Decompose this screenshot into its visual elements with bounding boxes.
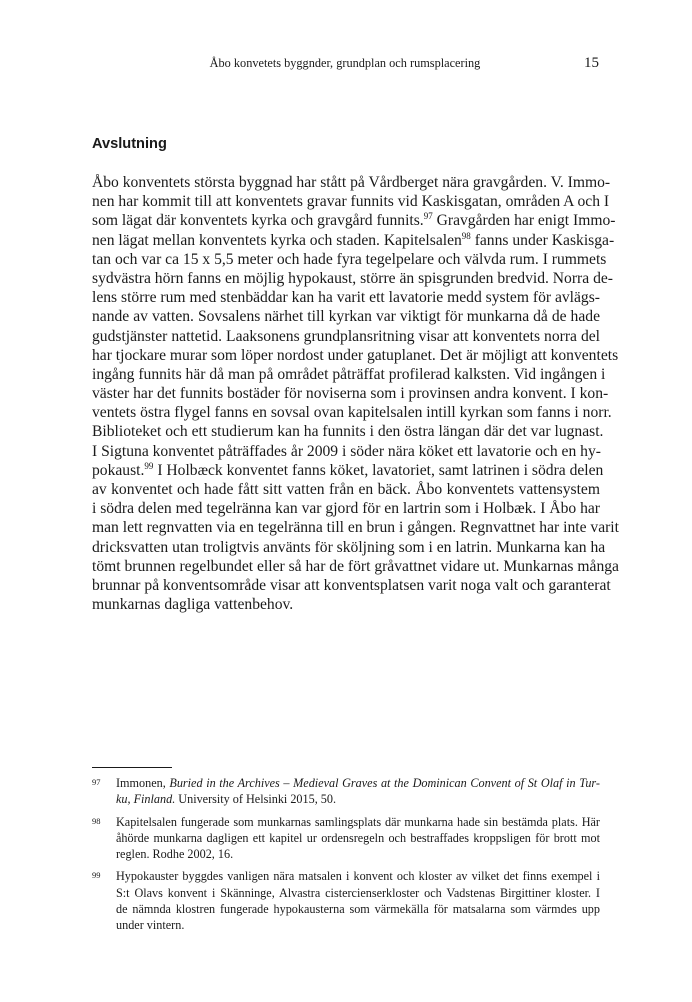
- text-run: Gravgården har enigt Immo-: [432, 212, 616, 230]
- text-line: [92, 230, 615, 250]
- italic-title: ku, Finland.: [116, 792, 176, 807]
- text-line: [92, 403, 612, 422]
- running-title: Åbo konvetets byggnder, grundplan och rumsplacering: [209, 56, 481, 70]
- text-run: man lett regnvatten via en tegelränna till en brun i gången. Regnvattnet har inte varit: [92, 519, 619, 537]
- footnote-number: 98: [92, 815, 101, 826]
- text-run: Hypokauster byggdes vanligen nära matsalen i konvent och kloster av vilket det finns exempel i: [116, 869, 600, 884]
- footnote-99: [92, 868, 600, 933]
- text-run: nande av vatten. Sovsalens närhet till kyrkan var viktigt för munkarna då de hade: [92, 308, 600, 326]
- text-line: [92, 557, 619, 576]
- footnote-text: [116, 775, 600, 808]
- footnote-line: [116, 846, 600, 862]
- text-run: av konventet och hade fått sitt vatten från en bäck. Åbo konventets vattensystem: [92, 481, 600, 498]
- section-heading: Avslutning: [92, 136, 167, 152]
- footnote-line: [116, 814, 600, 830]
- text-line: [92, 384, 609, 403]
- footnote-reference: 99: [144, 460, 154, 471]
- text-run: sydvästra hörn fanns en möjlig hypokaust, större än spisgrunden bredvid. Norra de-: [92, 269, 613, 287]
- footnote-line: [116, 885, 600, 901]
- text-run: dricksvatten utan troligtvis använts för sköljning som i en latrin. Munkarna kan ha: [92, 538, 606, 556]
- text-run: de nämnda klostren fungerade hypokausterna som värmekälla för matsalarna som värmdes upp: [116, 902, 600, 917]
- footnote-line: [116, 791, 600, 807]
- italic-title: Buried in the Archives – Medieval Graves at the Dominican Convent of St Olaf in Tur-: [169, 776, 600, 790]
- text-line: [92, 538, 606, 557]
- footnote-line: [116, 917, 600, 933]
- footnote-line: [116, 775, 600, 791]
- footnotes: [92, 775, 600, 940]
- text-run: tömt brunnen regelbundet eller så har de fört gråvattnet vidare ut. Munkarnas många: [92, 557, 619, 575]
- text-run: väster har det funnits bostäder för noviserna som i provinsen andra konvent. I kon-: [92, 385, 609, 403]
- text-run: lens större rum med stenbäddar kan ha varit ett lavatorie medd system för avlägs-: [92, 289, 600, 307]
- text-run: munkarnas dagliga vattenbehov.: [92, 596, 294, 614]
- text-run: nen lägat mellan konventets kyrka och staden. Kapitelsalen: [92, 231, 462, 249]
- text-line: [92, 442, 600, 461]
- text-run: har tjockare murar som löper nordost under gatuplanet. Det är möjligt att konventets: [92, 346, 619, 364]
- text-run: I Sigtuna konventet påträffades år 2009 i söder nära köket ett lavatorie och en hy-: [92, 442, 601, 460]
- text-run: brunnar på konventsområde visar att konventsplatsen varit noga valt och garanterat: [92, 576, 611, 594]
- footnote-reference: 97: [423, 211, 433, 222]
- footnote-number: 99: [92, 870, 101, 881]
- footnote-line: [116, 901, 600, 917]
- text-run: i södra delen med tegelränna kan var gjord för en lartrin som i Holbæk. I Åbo har: [92, 500, 600, 518]
- text-line: [92, 518, 619, 537]
- text-line: [92, 307, 600, 326]
- footnote-line: [116, 830, 600, 846]
- text-line: [92, 269, 613, 288]
- text-run: som lägat där konventets kyrka och gravgård funnits.: [92, 212, 424, 230]
- text-run: pokaust.: [92, 461, 145, 479]
- text-run: gudstjänster nattetid. Laaksonens grundplansritning visar att konventets norra del: [92, 327, 600, 345]
- text-line: [92, 576, 611, 595]
- text-run: ingång funnits här då man på området påträffat profilerad kalksten. Vid ingången i: [92, 365, 606, 383]
- text-run: nen har kommit till att konventets gravar funnits vid Kaskisgatan, områden A och I: [92, 193, 610, 211]
- text-line: [92, 173, 611, 192]
- text-line: [92, 499, 600, 518]
- footnote-number: 97: [92, 777, 101, 787]
- footnote-line: [116, 868, 600, 884]
- running-header: [0, 54, 692, 72]
- text-line: [92, 327, 600, 346]
- text-run: Immonen,: [116, 776, 170, 790]
- text-run: åhörde munkarna dagligen ett kapitel ur ordensregeln och bestraffades kroppsligen för brott mot: [116, 830, 600, 845]
- text-run: University of Helsinki 2015, 50.: [175, 792, 337, 807]
- text-run: fanns under Kaskisga-: [470, 231, 615, 249]
- text-run: reglen. Rodhe 2002, 16.: [116, 847, 234, 862]
- text-run: Biblioteket och ett studierum kan ha funnits i den östra längan där det var lugnast.: [92, 423, 604, 441]
- text-line: [92, 250, 607, 269]
- text-line: [92, 422, 604, 441]
- footnote-text: [116, 814, 600, 863]
- text-run: I Holbæck konventet fanns köket, lavatoriet, samt latrinen i södra delen: [153, 461, 604, 479]
- text-line: [92, 346, 619, 365]
- page-number: 15: [584, 55, 599, 71]
- text-line: [92, 480, 600, 499]
- text-line: [92, 192, 610, 211]
- text-run: ventets östra flygel fanns en sovsal ovan kapitelsalen intill kyrkan som fanns i norr.: [92, 404, 612, 422]
- text-line: [92, 288, 600, 307]
- text-line: [92, 460, 604, 480]
- text-run: under vintern.: [116, 918, 185, 933]
- footnote-98: [92, 814, 600, 863]
- footnote-text: [116, 868, 600, 933]
- text-run: tan och var ca 15 x 5,5 meter och hade fyra tegelpelare och välvda rum. I rummets: [92, 250, 607, 268]
- footnote-97: [92, 775, 600, 808]
- text-run: Kapitelsalen fungerade som munkarnas samlingsplats där munkarna hade sin bestämda plats. Här: [116, 814, 600, 829]
- body-paragraph: [92, 173, 619, 614]
- text-line: [92, 365, 606, 384]
- text-run: Åbo konventets största byggnad har stått på Vårdberget nära gravgården. V. Immo-: [92, 174, 611, 191]
- text-run: S:t Olavs konvent i Skänninge, Alvastra cistercienserkloster och Vadstenas Birgittiner kloster. I: [116, 885, 600, 900]
- text-line: [92, 211, 616, 230]
- footnote-divider: [92, 767, 172, 768]
- footnote-reference: 98: [461, 230, 471, 241]
- text-line: [92, 595, 600, 614]
